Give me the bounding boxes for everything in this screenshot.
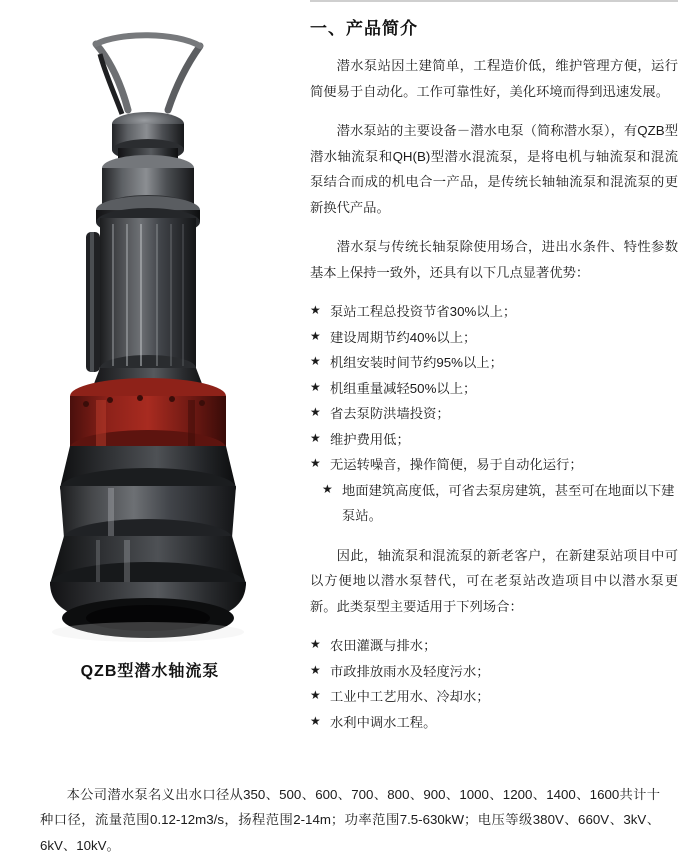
list-item [310, 427, 678, 453]
list-item [310, 684, 678, 710]
figure-caption: QZB型潜水轴流泵 [80, 663, 220, 680]
list-item [310, 478, 678, 529]
list-item-label: 农田灌溉与排水； [330, 638, 437, 654]
list-item [310, 710, 678, 736]
list-item-label: 省去泵防洪墙投资； [330, 406, 450, 422]
star-icon: ★ [322, 481, 333, 496]
title-divider [310, 0, 678, 2]
applications-list [310, 633, 678, 735]
star-icon: ★ [310, 713, 321, 728]
star-icon: ★ [310, 379, 321, 394]
star-icon: ★ [310, 662, 321, 677]
product-image-column [0, 0, 300, 700]
list-item-label: 无运转噪音，操作简便，易于自动化运行； [330, 457, 583, 473]
list-item-label: 维护费用低； [330, 431, 410, 447]
list-item-label: 水利中调水工程。 [330, 714, 437, 730]
list-item [310, 452, 678, 478]
star-icon: ★ [310, 328, 321, 343]
intro-paragraph-1: 潜水泵站因土建简单，工程造价低，维护管理方便，运行简便易于自动化。工作可靠性好，美化环境而得到迅速发展。 [310, 58, 678, 99]
section-header [310, 0, 678, 39]
star-icon: ★ [310, 430, 321, 445]
footer-note: 本公司潜水泵名义出水口径从350、500、600、700、800、900、1000、1200、1400、1600共计十种口径，流量范围0.12-12m3/s，扬程范围2-14m；功率范围7.5-630kW；电压等级380V、660V、3kV、6kV、10kV。 [40, 787, 660, 853]
star-icon: ★ [310, 354, 321, 369]
list-item-label: 建设周期节约40%以上； [330, 329, 477, 345]
article-column [310, 0, 678, 749]
list-item [310, 376, 678, 402]
list-item-label: 地面建筑高度低，可省去泵房建筑，甚至可在地面以下建泵站。 [342, 482, 675, 524]
star-icon: ★ [310, 303, 321, 318]
list-item-label: 市政排放雨水及轻度污水； [330, 663, 490, 679]
list-item [310, 325, 678, 351]
list-item-label: 机组重量减轻50%以上； [330, 380, 477, 396]
submersible-axial-flow-pump-photo [0, 18, 300, 648]
star-icon: ★ [310, 637, 321, 652]
list-item [310, 350, 678, 376]
star-icon: ★ [310, 456, 321, 471]
list-item [310, 401, 678, 427]
advantages-list [310, 299, 678, 529]
star-icon: ★ [310, 688, 321, 703]
intro-paragraph-2: 潜水泵站的主要设备－潜水电泵（简称潜水泵），有QZB型潜水轴流泵和QH(B)型潜水混流泵，是将电机与轴流泵和混流泵结合而成的机电合一产品，是传统长轴轴流泵和混流泵的更新换代产品。 [310, 123, 678, 215]
star-icon: ★ [310, 405, 321, 420]
list-item-label: 泵站工程总投资节省30%以上； [330, 304, 517, 320]
list-item-label: 工业中工艺用水、冷却水； [330, 689, 490, 705]
page-title: 一、产品简介 [310, 19, 418, 38]
lifting-strap-icon [96, 35, 200, 110]
list-item-label: 机组安装时间节约95%以上； [330, 355, 503, 371]
list-item [310, 299, 678, 325]
list-item [310, 633, 678, 659]
conclusion-paragraph: 因此，轴流泵和混流泵的新老客户，在新建泵站项目中可以方便地以潜水泵替代，可在老泵站改造项目中以潜水泵更新。此类泵型主要适用于下列场合： [310, 547, 678, 614]
list-item [310, 659, 678, 685]
intro-paragraph-3: 潜水泵与传统长轴泵除使用场合，进出水条件、特性参数基本上保持一致外，还具有以下几点显著优势： [310, 239, 678, 280]
